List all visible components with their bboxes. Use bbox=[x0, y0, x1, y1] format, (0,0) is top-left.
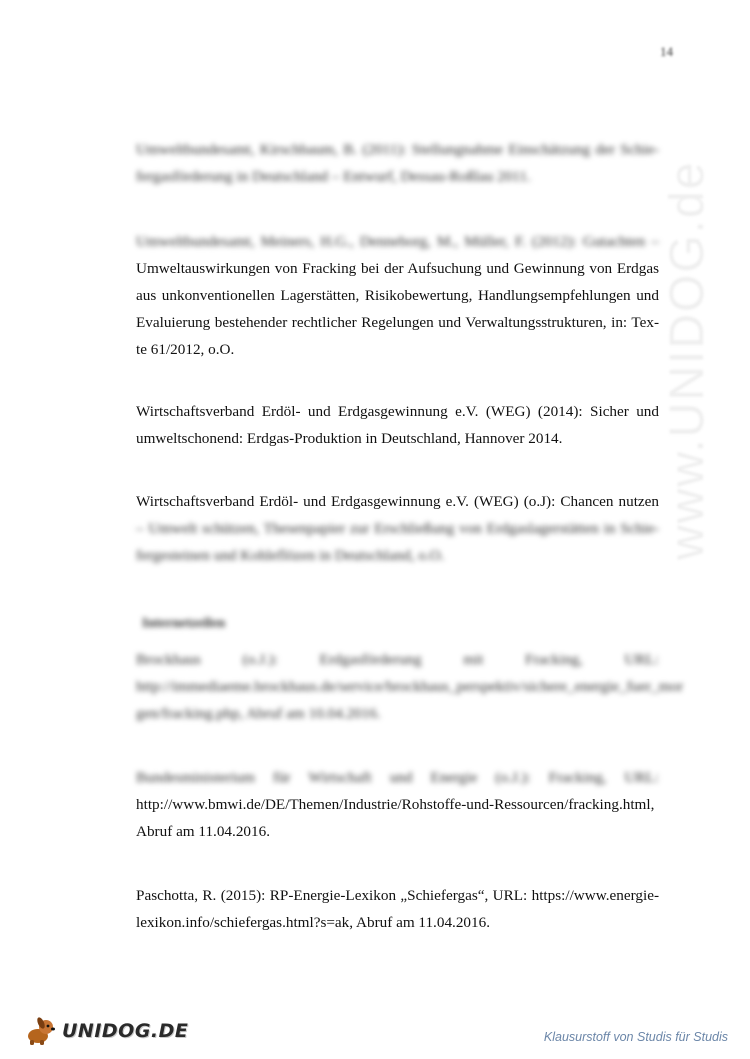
reference-line: Evaluierung bestehender rechtlicher Regelungen und Verwaltungsstrukturen, in: Tex- bbox=[136, 314, 659, 331]
reference-line: te 61/2012, o.O. bbox=[136, 341, 235, 358]
page-number: 14 bbox=[660, 44, 673, 59]
reference-line: Umweltbundesamt, Kirschbaum, B. (2011): Stellungnahme Einschätzung der Schie- bbox=[136, 141, 659, 158]
reference-entry bbox=[136, 882, 659, 936]
logo-text: UNIDOG.DE bbox=[62, 1020, 189, 1042]
reference-entry bbox=[136, 398, 659, 452]
reference-entry bbox=[136, 228, 659, 363]
dog-icon bbox=[24, 1016, 58, 1046]
reference-line: Paschotta, R. (2015): RP-Energie-Lexikon „Schiefergas“, URL: https://www.energie- bbox=[136, 887, 659, 904]
reference-line: lexikon.info/schiefergas.html?s=ak, Abruf am 11.04.2016. bbox=[136, 914, 491, 931]
reference-line: gen/fracking.php, Abruf am 10.04.2016. bbox=[136, 705, 381, 722]
reference-line: Abruf am 11.04.2016. bbox=[136, 823, 270, 840]
reference-entry bbox=[136, 764, 659, 845]
reference-line: Bundesministerium für Wirtschaft und Energie (o.J.): Fracking, URL: bbox=[136, 769, 659, 786]
reference-line: Wirtschaftsverband Erdöl- und Erdgasgewinnung e.V. (WEG) (2014): Sicher und bbox=[136, 403, 659, 420]
reference-line: umweltschonend: Erdgas-Produktion in Deutschland, Hannover 2014. bbox=[136, 430, 563, 447]
reference-line: Brockhaus (o.J.): Erdgasförderung mit Fracking, URL: bbox=[136, 651, 659, 668]
reference-entry bbox=[136, 136, 659, 190]
watermark: www.UNIDOG.de bbox=[661, 160, 714, 560]
reference-entry bbox=[136, 488, 659, 569]
reference-line: http://www.bmwi.de/DE/Themen/Industrie/Rohstoffe-und-Ressourcen/fracking.html, bbox=[136, 796, 655, 813]
reference-line: Wirtschaftsverband Erdöl- und Erdgasgewinnung e.V. (WEG) (o.J): Chancen nutzen bbox=[136, 493, 659, 510]
reference-line: – Umwelt schützen, Thesenpapier zur Erschließung von Erdgaslagerstätten in Schie- bbox=[136, 520, 659, 537]
reference-entry bbox=[136, 646, 684, 727]
reference-line: Umweltbundesamt, Meiners, H.G., Denneborg, M., Müller, F. (2012): Gutachten – bbox=[136, 233, 659, 250]
reference-line: fergesteinen und Kohleflözen in Deutschland, o.O. bbox=[136, 547, 445, 564]
reference-line: Umweltauswirkungen von Fracking bei der Aufsuchung und Gewinnung von Erdgas bbox=[136, 260, 659, 277]
section-heading: Internetzeilen bbox=[142, 616, 226, 631]
reference-line: http://immediaeme.brockhaus.de/service/brockhaus_perspektiv/sichere_energie_fuer_mor bbox=[136, 678, 684, 695]
unidog-logo[interactable] bbox=[24, 1016, 188, 1046]
reference-line: aus unkonventionellen Lagerstätten, Risikobewertung, Handlungsempfehlungen und bbox=[136, 287, 659, 304]
reference-line: fergasförderung in Deutschland – Entwurf, Dessau-Roßlau 2011. bbox=[136, 168, 531, 185]
footer-tagline: Klausurstoff von Studis für Studis bbox=[543, 1030, 728, 1044]
